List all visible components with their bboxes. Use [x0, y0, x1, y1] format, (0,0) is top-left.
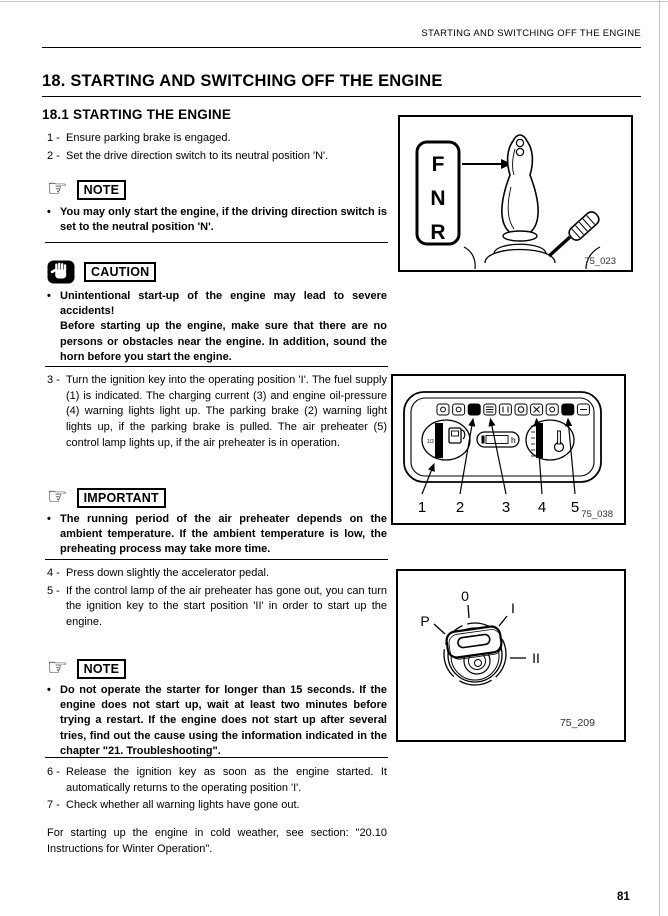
- callout-3: 3: [501, 499, 511, 516]
- bullet-icon: •: [47, 684, 51, 696]
- note-1-text: You may only start the engine, if the driving direction switch is set to the neutral position 'N'.: [60, 206, 387, 234]
- step-text: Set the drive direction switch to its neutral position 'N'.: [66, 149, 329, 162]
- divider-rule: [45, 366, 388, 367]
- page-right-edge: [659, 0, 660, 916]
- step-7: [47, 798, 387, 814]
- callout-arrow: [462, 159, 512, 169]
- step-text: Turn the ignition key into the operating position 'I'. The fuel supply (1) is indicated. The charging current (3) and engine oil-pressure (4) warning lights light up. The parking brake (2) warning light lights up, if the parking brake is pulled. The air preheater (5) control lamp lights up, if the air preheater is in operation.: [66, 374, 387, 449]
- header-rule: [42, 47, 641, 48]
- important-text-block: [47, 512, 387, 558]
- step-6: [47, 765, 387, 796]
- step-text: Release the ignition key as soon as the engine started. It automatically returns to the operating position 'I'.: [66, 766, 387, 794]
- step-number: 3 -: [47, 374, 60, 386]
- note-1-text-block: [47, 205, 387, 235]
- step-number: 2 -: [47, 149, 60, 162]
- page-number: 81: [617, 891, 630, 903]
- title-rule: [42, 96, 641, 97]
- bullet-icon: •: [47, 290, 51, 302]
- gear-lever-figure: [398, 115, 633, 272]
- callout-5: 5: [570, 499, 580, 516]
- figure-code: 75_209: [559, 717, 595, 729]
- caution-text: Unintentional start-up of the engine may lead to severe accidents! Before starting up the engine, make sure that there are no persons or obstacles near the engine. In addition, sound the horn before you start the engine.: [60, 290, 387, 363]
- step-text: Press down slightly the accelerator pedal.: [66, 567, 269, 579]
- instrument-panel-drawing: [393, 376, 624, 523]
- page-top-edge: [0, 1, 668, 2]
- closing-paragraph: For starting up the engine in cold weather, see section: "20.10 Instructions for Winter Operation".: [47, 827, 387, 855]
- pointing-hand-icon: ☞: [47, 653, 68, 680]
- note-2-text: Do not operate the starter for longer than 15 seconds. If the engine does not start up, wait at least two minutes before trying a restart. If the engine does not start up after several tries, find out the cause using the information indicated in the chapter "21. Troubleshooting".: [60, 684, 387, 757]
- step-3-block: [47, 373, 387, 454]
- step-text: Ensure parking brake is engaged.: [66, 132, 231, 144]
- chapter-title: 18. STARTING AND SWITCHING OFF THE ENGINE: [42, 72, 443, 90]
- step-1: [47, 131, 387, 147]
- step-text: Check whether all warning lights have gone out.: [66, 799, 300, 812]
- step-number: 6 -: [47, 766, 60, 778]
- important-label: IMPORTANT: [77, 488, 166, 508]
- step-number: 4 -: [47, 567, 60, 579]
- note-callout: [47, 174, 126, 203]
- position-0-label: 0: [461, 588, 469, 604]
- callout-1: 1: [417, 499, 427, 516]
- divider-rule: [45, 559, 388, 560]
- callout-2: 2: [455, 499, 465, 516]
- caution-text-block: [47, 289, 387, 365]
- position-ii-label: II: [532, 650, 540, 666]
- fuel-gauge: [422, 420, 470, 460]
- step-5: [47, 584, 387, 631]
- step-number: 5 -: [47, 584, 60, 597]
- pointing-hand-icon: ☞: [47, 174, 68, 201]
- running-header: STARTING AND SWITCHING OFF THE ENGINE: [421, 28, 641, 39]
- ignition-key-head: [445, 625, 502, 660]
- caution-label: CAUTION: [84, 262, 156, 282]
- note-callout-2: [47, 653, 126, 682]
- note-2-text-block: [47, 683, 387, 759]
- divider-rule: [45, 757, 388, 758]
- bullet-icon: •: [47, 206, 51, 218]
- ignition-switch-figure: [396, 569, 626, 742]
- pointing-hand-icon: ☞: [47, 482, 68, 509]
- divider-rule: [45, 242, 388, 243]
- steps-6-7: [47, 765, 387, 816]
- hour-meter: [477, 432, 519, 447]
- figure-code: 75_038: [581, 509, 613, 520]
- gear-lever-knob: [502, 135, 538, 234]
- screwdriver: [549, 209, 601, 256]
- step-number: 7 -: [47, 799, 60, 812]
- note-label: NOTE: [77, 659, 127, 679]
- fnr-forward-label: F: [431, 153, 445, 176]
- bullet-icon: •: [47, 513, 51, 525]
- important-text: The running period of the air preheater depends on the ambient temperature. If the ambient temperature is low, the preheating process may take more time.: [60, 513, 387, 556]
- fnr-neutral-label: N: [430, 187, 446, 210]
- important-callout: [47, 482, 166, 511]
- step-4: [47, 566, 387, 582]
- position-p-label: P: [420, 613, 430, 629]
- hour-unit-label: h: [511, 435, 516, 445]
- step-2: [47, 149, 387, 165]
- stop-hand-icon: [47, 260, 75, 284]
- step-text: If the control lamp of the air preheater has gone out, you can turn the ignition key to the start position 'II' in order to start up the engine.: [66, 584, 387, 629]
- section-heading: 18.1 STARTING THE ENGINE: [42, 107, 232, 122]
- fuel-half-mark: 1/2: [427, 439, 434, 445]
- step-number: 1 -: [47, 132, 60, 144]
- position-i-label: I: [511, 600, 515, 616]
- note-label: NOTE: [77, 180, 127, 200]
- instrument-panel-figure: [391, 374, 626, 525]
- steps-1-2: [47, 131, 387, 166]
- steps-4-5: [47, 566, 387, 633]
- step-3: [47, 373, 387, 452]
- callout-4: 4: [537, 499, 547, 516]
- gear-lever-drawing: [400, 117, 631, 270]
- caution-callout: [47, 259, 156, 285]
- fnr-reverse-label: R: [430, 221, 446, 244]
- temperature-gauge: [526, 420, 574, 460]
- figure-code: 75_023: [584, 256, 616, 267]
- ignition-switch-drawing: [398, 571, 624, 740]
